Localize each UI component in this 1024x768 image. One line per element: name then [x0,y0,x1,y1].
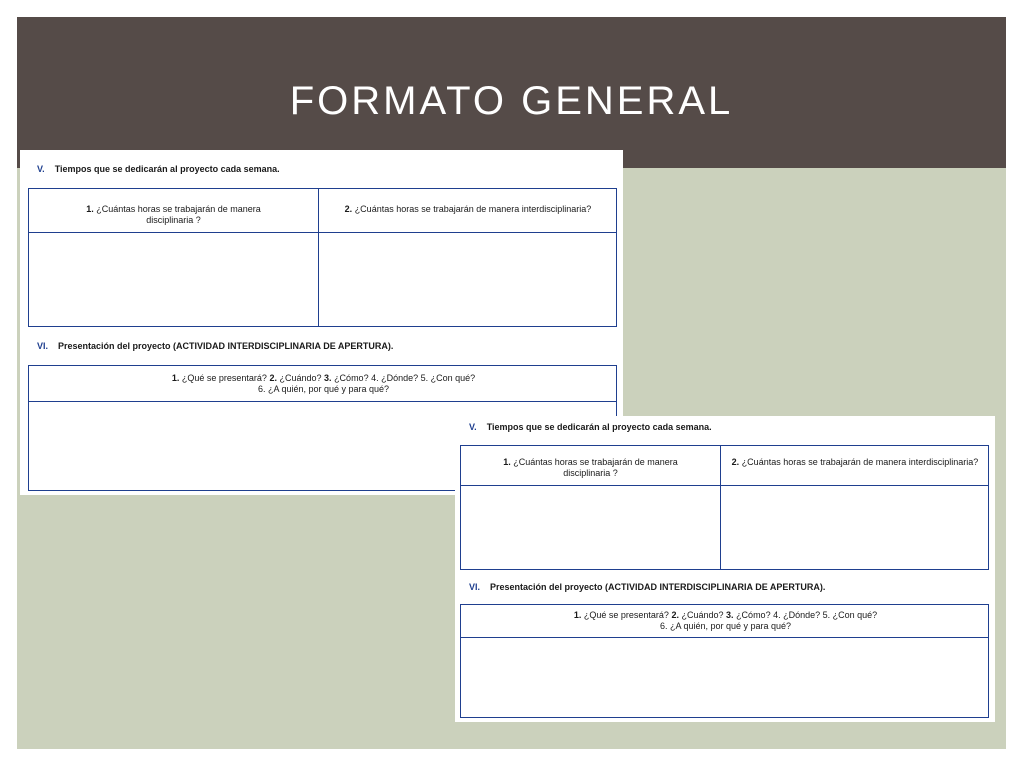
presentation-table [460,604,989,718]
question-2-cell: 2. ¿Cuántas horas se trabajarán de manera interdisciplinaria? [731,457,979,467]
slide-title: FORMATO GENERAL [289,79,734,123]
question-1-cell: 1. ¿Cuántas horas se trabajarán de manera disciplinaria ? [503,457,678,478]
section-v-heading: V. Tiempos que se dedicarán al proyecto cada semana. [469,422,712,432]
form-screenshot-2 [455,416,995,722]
hours-table [28,188,617,327]
question-2-cell: 2. ¿Cuántas horas se trabajarán de manera interdisciplinaria? [344,204,592,214]
answer-1-cell [29,234,317,326]
presentation-questions-cell: 1. ¿Qué se presentará? 2. ¿Cuándo? 3. ¿Cómo? 4. ¿Dónde? 5. ¿Con qué? 6. ¿A quién, por qué y para qué? [573,610,878,631]
section-vi-heading: VI. Presentación del proyecto (ACTIVIDAD INTERDISCIPLINARIA DE APERTURA). [37,341,394,351]
hours-table [460,445,989,570]
section-v-heading: V. Tiempos que se dedicarán al proyecto cada semana. [37,164,280,174]
section-vi-heading: VI. Presentación del proyecto (ACTIVIDAD INTERDISCIPLINARIA DE APERTURA). [469,582,826,592]
question-1-cell: 1. ¿Cuántas horas se trabajarán de manera disciplinaria ? [86,204,261,225]
answer-1-cell [461,487,719,569]
answer-2-cell [320,234,616,326]
answer-2-cell [722,487,988,569]
presentation-questions-cell: 1. ¿Qué se presentará? 2. ¿Cuándo? 3. ¿Cómo? 4. ¿Dónde? 5. ¿Con qué? 6. ¿A quién, por qué y para qué? [171,373,476,394]
